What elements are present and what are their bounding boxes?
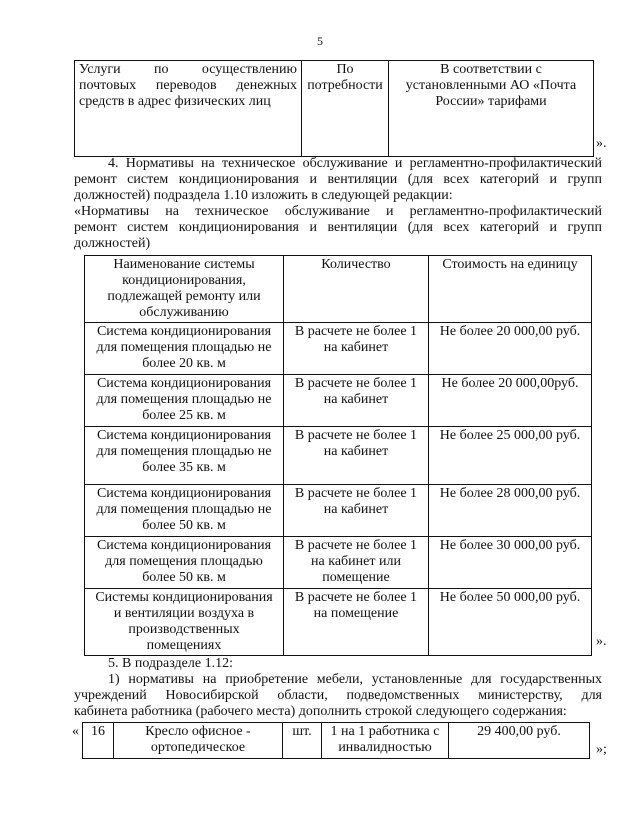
cell-line: В расчете не более 1	[294, 324, 418, 339]
price-cell: 29 400,00 руб.	[449, 723, 590, 759]
cell-line: более 35 кв. м	[142, 460, 226, 475]
cell-line: средств в адрес физических лиц	[79, 94, 271, 109]
system-name-cell	[85, 485, 284, 537]
cell-line: потребности	[307, 78, 383, 93]
cell-line: России» тарифами	[435, 94, 547, 109]
cell-line: установленными АО «Почта	[405, 78, 577, 93]
paragraph-4	[74, 156, 602, 252]
cell-line: для помещения площадью не	[96, 392, 272, 407]
cell-line: на кабинет или	[311, 554, 401, 569]
postal-services-table	[74, 60, 594, 157]
text-line: 4. Нормативы на техническое обслуживание и регламентно-профилактический	[108, 156, 602, 171]
paragraph-5	[74, 656, 602, 720]
closing-quote: ».	[596, 634, 607, 649]
table-row	[85, 589, 592, 656]
cost-cell: Не более 25 000,00 руб.	[429, 427, 592, 485]
cell-line: на кабинет	[323, 392, 389, 407]
quantity-cell	[284, 485, 429, 537]
system-name-cell	[85, 589, 284, 656]
cell-line: для помещения площадью не	[96, 340, 272, 355]
cell-line: для помещения площадью	[105, 554, 263, 569]
text-line: кабинета работника (рабочего места) дополнить строкой следующего содержания:	[74, 704, 567, 719]
system-name-cell	[85, 427, 284, 485]
cell-line: В расчете не более 1	[294, 486, 418, 501]
quantity-cell	[284, 375, 429, 427]
text-line: учреждений Новосибирской области, подведомственных министерству, для	[74, 688, 602, 703]
cell-line: на помещение	[313, 606, 399, 621]
quantity-cell	[284, 323, 429, 375]
cell-line: В расчете не более 1	[294, 376, 418, 391]
cell-line: более 25 кв. м	[142, 408, 226, 423]
quantity-cell	[284, 537, 429, 589]
cell-line: на кабинет	[323, 340, 389, 355]
service-name-cell	[75, 61, 302, 157]
closing-quote: ».	[596, 136, 607, 151]
header-cost: Стоимость на единицу	[429, 256, 592, 323]
cell-line: и вентиляции воздуха в	[113, 606, 255, 621]
table-row	[83, 723, 590, 759]
cell-line: почтовых переводов денежных	[79, 78, 297, 93]
cost-cell	[389, 61, 594, 157]
page-number: 5	[317, 34, 323, 48]
cell-line: В расчете не более 1	[294, 428, 418, 443]
cell-line: помещениях	[146, 638, 222, 653]
text-line: «Нормативы на техническое обслуживание и регламентно-профилактический	[74, 204, 602, 219]
system-name-cell	[85, 537, 284, 589]
quantity-cell	[284, 427, 429, 485]
cell-line: производственных	[128, 622, 240, 637]
cell-line: Система кондиционирования	[96, 538, 272, 553]
item-name-cell	[114, 723, 283, 759]
table-row	[85, 427, 592, 485]
quantity-cell	[284, 589, 429, 656]
cell-line: для помещения площадью не	[96, 502, 272, 517]
table-row	[85, 537, 592, 589]
cell-line: Система кондиционирования	[96, 376, 272, 391]
text-line: ремонт систем кондиционирования и вентиляции (для всех категорий и групп	[74, 220, 602, 235]
table-header-row	[85, 256, 592, 323]
system-name-cell	[85, 375, 284, 427]
row-number-cell: 16	[83, 723, 114, 759]
cell-line: более 50 кв. м	[142, 518, 226, 533]
cell-line: Кресло офисное -	[145, 724, 251, 739]
cell-line: Системы кондиционирования	[95, 590, 273, 605]
cell-line: ортопедическое	[150, 740, 246, 755]
text-line: должностей)	[74, 236, 151, 251]
cell-line: Система кондиционирования	[96, 486, 272, 501]
text-line: ремонт систем кондиционирования и вентиляции (для всех категорий и групп	[74, 172, 602, 187]
system-name-cell	[85, 323, 284, 375]
cell-line: обслуживанию	[139, 305, 229, 320]
cell-line: помещение	[322, 570, 390, 585]
cell-line: В соответствии с	[440, 62, 542, 77]
table-row	[85, 375, 592, 427]
cell-line: более 50 кв. м	[142, 570, 226, 585]
cell-line: для помещения площадью не	[96, 444, 272, 459]
cell-line: По	[336, 62, 354, 77]
cell-line: на кабинет	[323, 502, 389, 517]
cell-line: на кабинет	[323, 444, 389, 459]
ac-maintenance-table	[84, 255, 592, 656]
text-line: 5. В подразделе 1.12:	[108, 656, 233, 671]
cell-line: более 20 кв. м	[142, 356, 226, 371]
cell-line: кондиционирования,	[122, 273, 246, 288]
opening-quote: «	[72, 724, 79, 739]
quantity-cell	[302, 61, 389, 157]
table-row	[85, 323, 592, 375]
cost-cell: Не более 20 000,00 руб.	[429, 323, 592, 375]
table-row	[75, 61, 594, 157]
cost-cell: Не более 20 000,00руб.	[429, 375, 592, 427]
text-line: должностей) подраздела 1.10 изложить в следующей редакции:	[74, 188, 453, 203]
header-quantity: Количество	[284, 256, 429, 323]
cell-line: подлежащей ремонту или	[107, 289, 261, 304]
norm-cell	[322, 723, 449, 759]
unit-cell: шт.	[283, 723, 322, 759]
cost-cell: Не более 50 000,00 руб.	[429, 589, 592, 656]
closing-quote: »;	[596, 742, 607, 757]
cell-line: В расчете не более 1	[294, 538, 418, 553]
cell-line: Наименование системы	[113, 257, 255, 272]
cell-line: инвалидностью	[338, 740, 432, 755]
cell-line: Система кондиционирования	[96, 428, 272, 443]
cell-line: В расчете не более 1	[294, 590, 418, 605]
cell-line: Услуги по осуществлению	[79, 62, 297, 77]
cell-line: 1 на 1 работника с	[330, 724, 440, 739]
cost-cell: Не более 30 000,00 руб.	[429, 537, 592, 589]
furniture-row-table	[82, 722, 590, 759]
text-line: 1) нормативы на приобретение мебели, установленные для государственных	[108, 672, 602, 687]
table-row	[85, 485, 592, 537]
header-system-name	[85, 256, 284, 323]
cell-line: Система кондиционирования	[96, 324, 272, 339]
cost-cell: Не более 28 000,00 руб.	[429, 485, 592, 537]
